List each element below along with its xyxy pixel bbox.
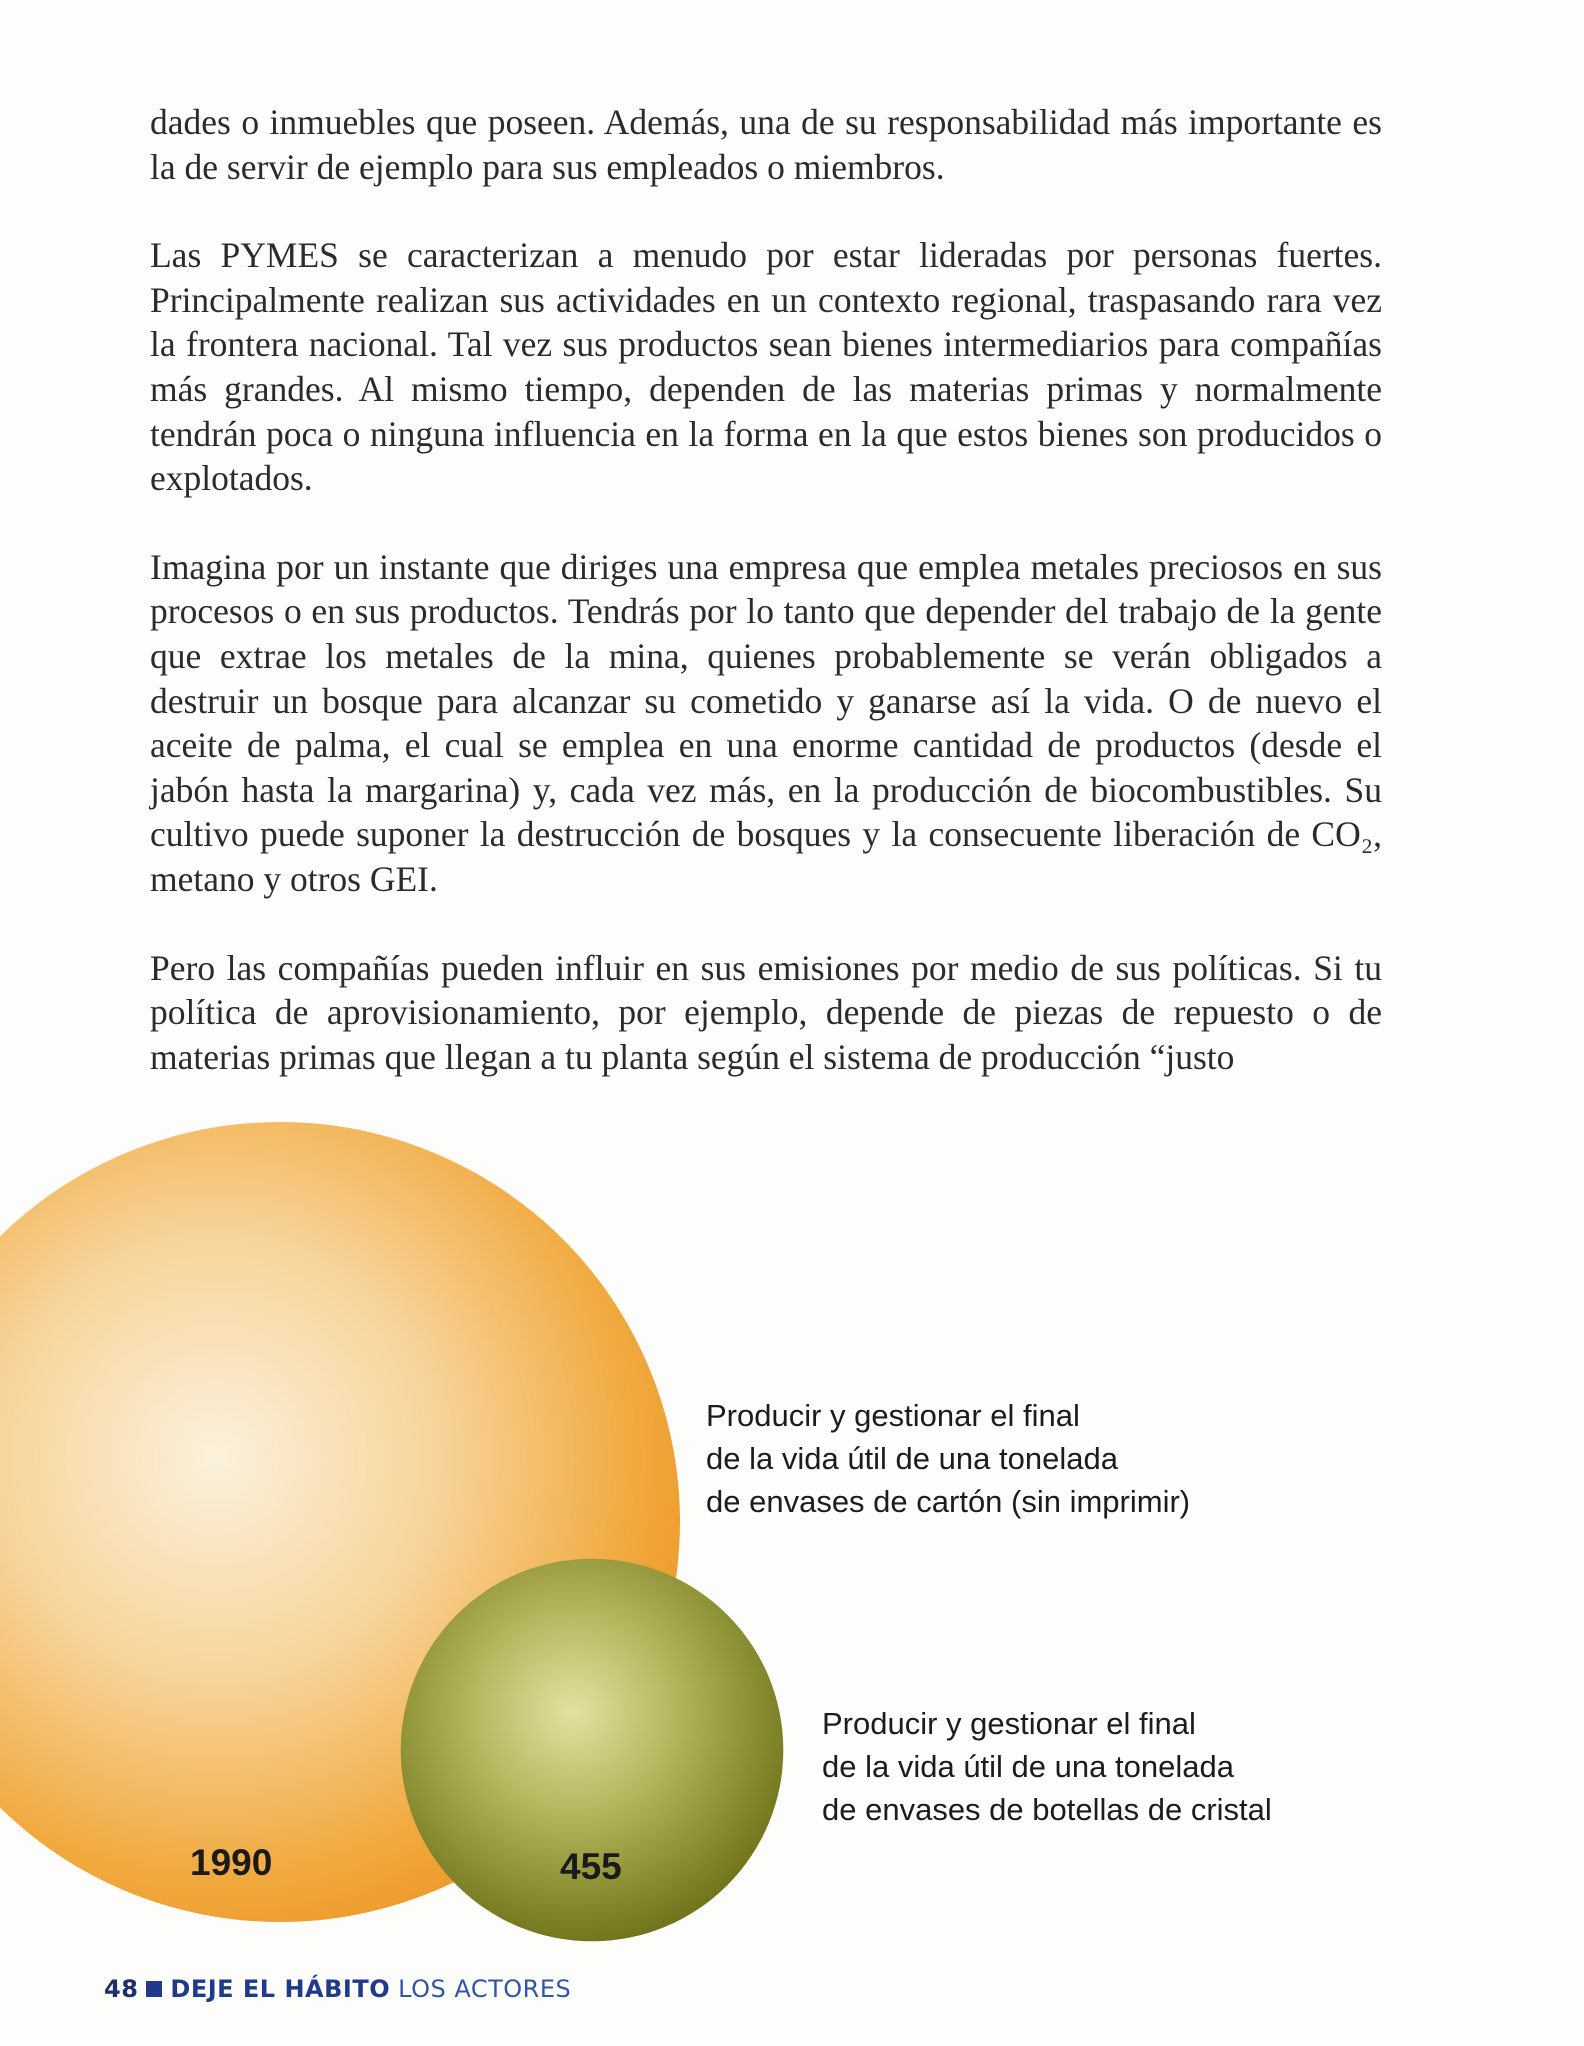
body-text [150,100,1382,1079]
bubble-glass-label: Producir y gestionar el final de la vida útil de una tonelada de envases de botellas de cristal [822,1706,1272,1827]
bubble-glass-value: 455 [560,1846,622,1887]
bubble-carton-label: Producir y gestionar el final de la vida útil de una tonelada de envases de cartón (sin imprimir) [706,1398,1191,1519]
page-footer [104,1975,571,2003]
bubble-chart-svg [0,1090,1584,1970]
section-title: LOS ACTORES [398,1975,572,2003]
paragraph: dades o inmuebles que poseen. Además, una de su responsabilidad más importante es la de servir de ejemplo para sus empleados o miembros. [150,102,1382,187]
paragraph: Las PYMES se caracterizan a menudo por estar lideradas por personas fuertes. Principalmente realizan sus actividades en un contexto regional, traspasando rara vez la frontera nacional. Tal vez sus productos sean bienes intermediarios para compañías más grandes. Al mismo tiempo, dependen de las materias primas y normalmente tendrán poca o ninguna influencia en la forma en la que estos bienes son producidos o explotados. [150,235,1382,499]
bubble-carton-value: 1990 [190,1842,273,1883]
square-bullet-icon [146,1981,162,1997]
paragraph: Imagina por un instante que diriges una empresa que emplea metales preciosos en sus procesos o en sus productos. Tendrás por lo tanto que depender del trabajo de la gente que extrae los metales de la mina, quienes probablemente se verán obligados a destruir un bosque para alcanzar su cometido y ganarse así la vida. O de nuevo el aceite de palma, el cual se emplea en una enorme cantidad de productos (desde el jabón hasta la margarina) y, cada vez más, en la producción de biocombustibles. Su cultivo puede suponer la destrucción de bosques y la consecuente liberación de CO₂, metano y otros GEI. [150,546,1382,899]
paragraph: Pero las compañías pueden influir en sus emisiones por medio de sus políticas. Si tu política de aprovisionamiento, por ejemplo, depende de piezas de repuesto o de materias primas que llegan a tu planta según el sistema de producción “justo [150,947,1382,1077]
publication-title: DEJE EL HÁBITO [170,1975,391,2003]
bubble-chart [0,1090,1584,1970]
page-number: 48 [104,1975,139,2003]
